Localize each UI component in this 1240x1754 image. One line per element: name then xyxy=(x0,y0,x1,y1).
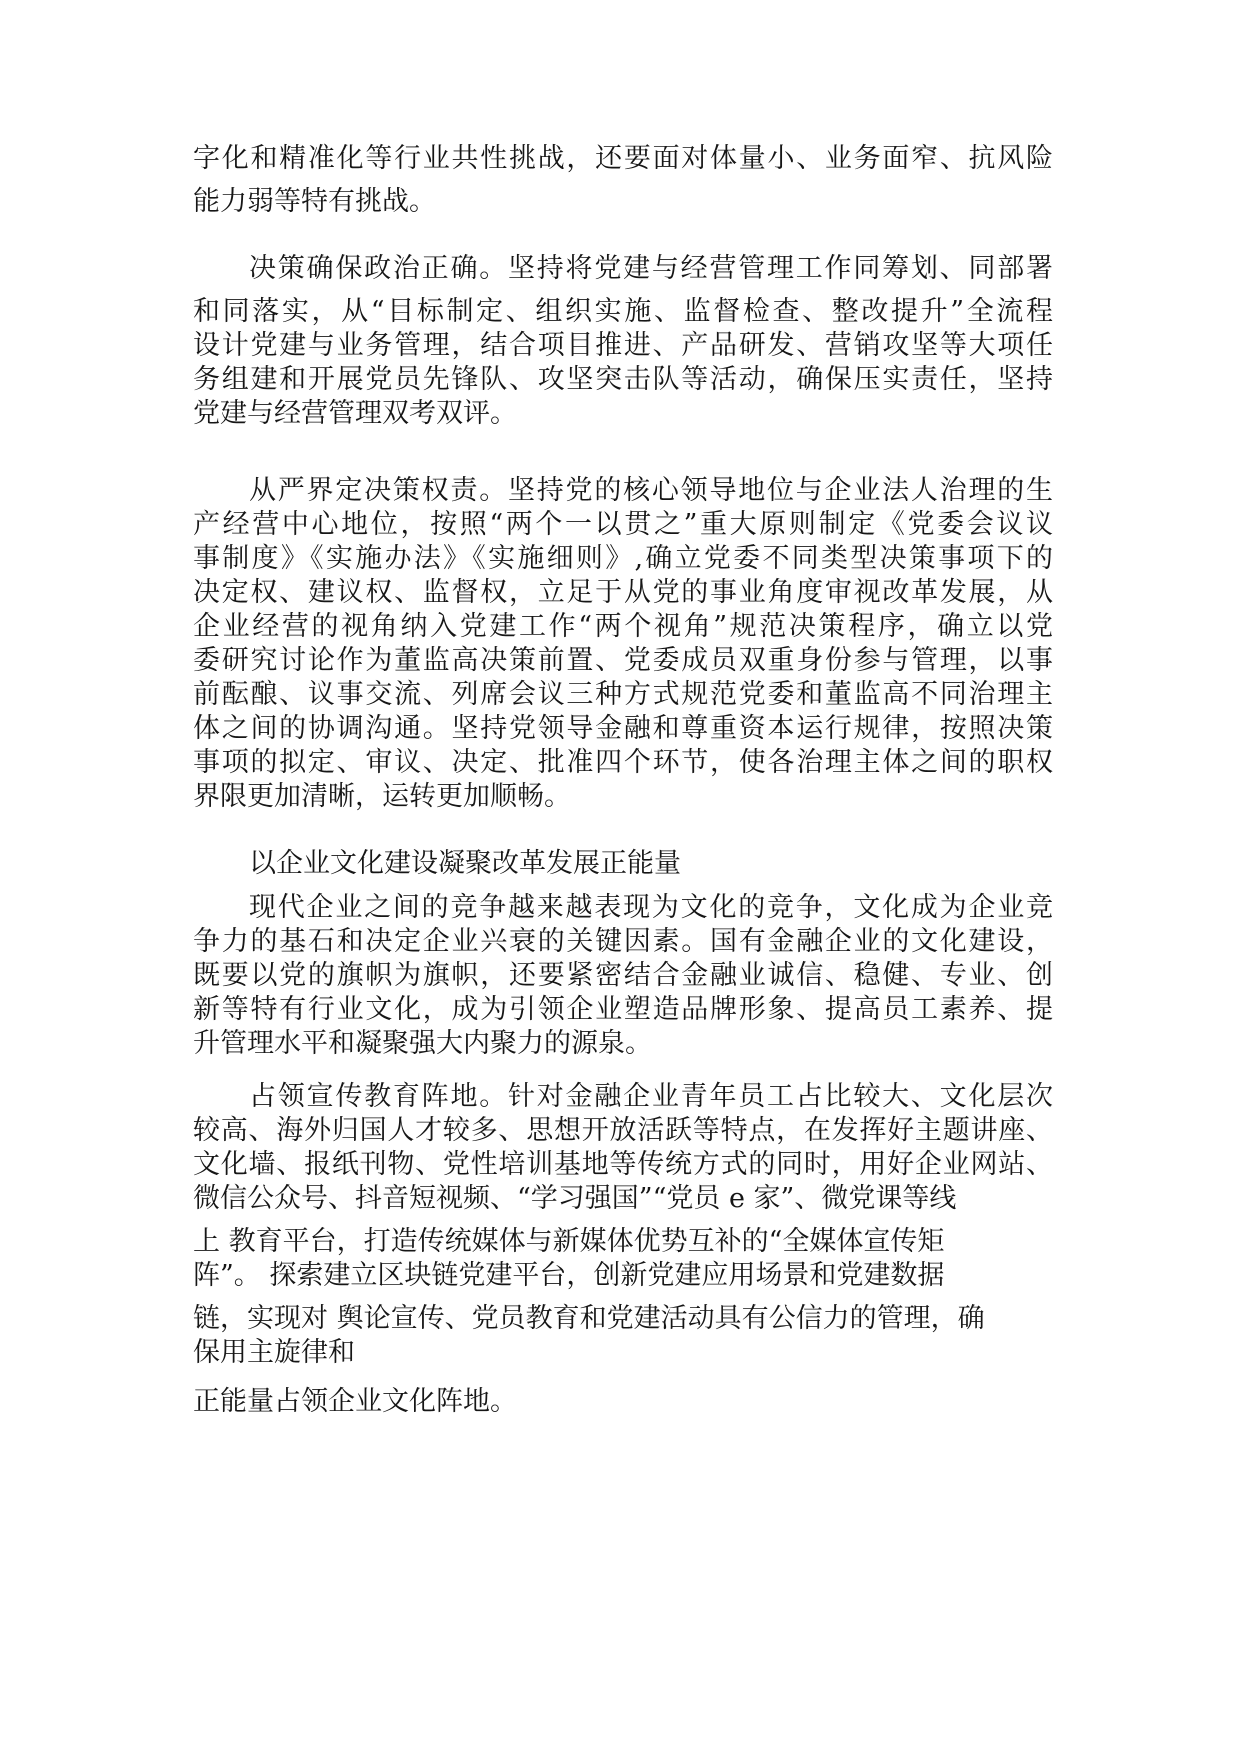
text-line: 阵”。 探索建立区块链党建平台，创新党建应用场景和党建数据 xyxy=(193,1260,945,1291)
section-heading: 以企业文化建设凝聚改革发展正能量 xyxy=(249,848,681,879)
text-line: 决策确保政治正确。坚持将党建与经营管理工作同筹划、同部署 xyxy=(249,253,1053,284)
text-line: 能力弱等特有挑战。 xyxy=(193,186,436,217)
text-line: 务组建和开展党员先锋队、攻坚突击队等活动，确保压实责任，坚持 xyxy=(193,364,1053,395)
text-line: 正能量占领企业文化阵地。 xyxy=(193,1386,517,1417)
text-line: 既要以党的旗帜为旗帜，还要紧密结合金融业诚信、稳健、专业、创 xyxy=(193,960,1053,991)
text-line: 微信公众号、抖音短视频、“学习强国”“党员 e 家”、微党课等线 xyxy=(193,1183,957,1214)
text-line: 产经营中心地位，按照“两个一以贯之”重大原则制定《党委会议议 xyxy=(193,509,1053,540)
text-line: 事制度》《实施办法》《实施细则》,确立党委不同类型决策事项下的 xyxy=(193,543,1053,574)
text-line: 和同落实，从“目标制定、组织实施、监督检查、整改提升”全流程 xyxy=(193,296,1053,327)
text-line: 文化墙、报纸刊物、党性培训基地等传统方式的同时，用好企业网站、 xyxy=(193,1149,1053,1180)
text-line: 升管理水平和凝聚强大内聚力的源泉。 xyxy=(193,1028,652,1059)
text-line: 党建与经营管理双考双评。 xyxy=(193,398,517,429)
text-line: 企业经营的视角纳入党建工作“两个视角”规范决策程序，确立以党 xyxy=(193,611,1053,642)
text-line: 从严界定决策权责。坚持党的核心领导地位与企业法人治理的生 xyxy=(249,475,1053,506)
text-line: 决定权、建议权、监督权，立足于从党的事业角度审视改革发展，从 xyxy=(193,577,1053,608)
text-line: 新等特有行业文化，成为引领企业塑造品牌形象、提高员工素养、提 xyxy=(193,994,1053,1025)
text-line: 较高、海外归国人才较多、思想开放活跃等特点，在发挥好主题讲座、 xyxy=(193,1115,1053,1146)
text-line: 现代企业之间的竞争越来越表现为文化的竞争，文化成为企业竞 xyxy=(249,892,1053,923)
text-line: 链，实现对 舆论宣传、党员教育和党建活动具有公信力的管理，确 xyxy=(193,1303,985,1334)
text-line: 前酝酿、议事交流、列席会议三种方式规范党委和董监高不同治理主 xyxy=(193,679,1053,710)
text-line: 保用主旋律和 xyxy=(193,1337,355,1368)
text-line: 占领宣传教育阵地。针对金融企业青年员工占比较大、文化层次 xyxy=(249,1081,1053,1112)
text-line: 字化和精准化等行业共性挑战，还要面对体量小、业务面窄、抗风险 xyxy=(193,143,1053,174)
text-line: 设计党建与业务管理，结合项目推进、产品研发、营销攻坚等大项任 xyxy=(193,330,1053,361)
text-line: 事项的拟定、审议、决定、批准四个环节，使各治理主体之间的职权 xyxy=(193,747,1053,778)
text-line: 委研究讨论作为董监高决策前置、党委成员双重身份参与管理，以事 xyxy=(193,645,1053,676)
text-line: 界限更加清晰，运转更加顺畅。 xyxy=(193,781,571,812)
text-line: 争力的基石和决定企业兴衰的关键因素。国有金融企业的文化建设， xyxy=(193,926,1053,957)
text-line: 上 教育平台，打造传统媒体与新媒体优势互补的“全媒体宣传矩 xyxy=(193,1226,945,1257)
text-line: 体之间的协调沟通。坚持党领导金融和尊重资本运行规律，按照决策 xyxy=(193,713,1053,744)
